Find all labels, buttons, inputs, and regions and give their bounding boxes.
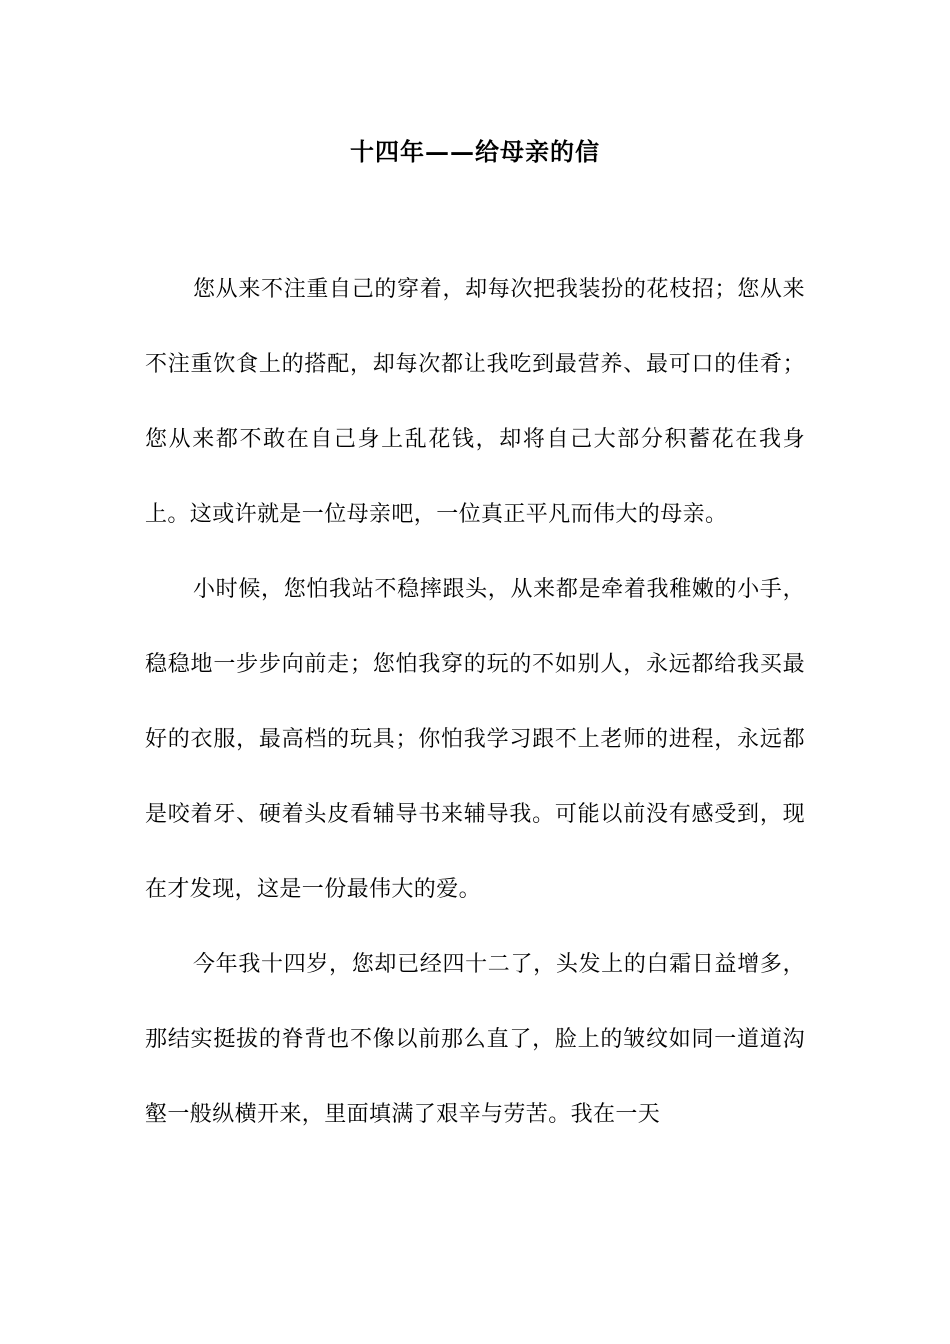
document-title: 十四年——给母亲的信 (350, 137, 600, 166)
document-body (145, 252, 805, 1152)
paragraph-2: 小时候，您怕我站不稳摔跟头，从来都是牵着我稚嫩的小手，稳稳地一步步向前走；您怕我穿的玩的不如别人，永远都给我买最好的衣服，最高档的玩具；你怕我学习跟不上老师的进程，永远都是咬着牙、硬着头皮看辅导书来辅导我。可能以前没有感受到，现在才发现，这是一份最伟大的爱。 (145, 577, 805, 902)
paragraph-3: 今年我十四岁，您却已经四十二了，头发上的白霜日益增多，那结实挺拔的脊背也不像以前那么直了，脸上的皱纹如同一道道沟壑一般纵横开来，里面填满了艰辛与劳苦。我在一天 (145, 952, 805, 1127)
paragraph-1: 您从来不注重自己的穿着，却每次把我装扮的花枝招；您从来不注重饮食上的搭配，却每次都让我吃到最营养、最可口的佳肴；您从来都不敢在自己身上乱花钱，却将自己大部分积蓄花在我身上。这或许就是一位母亲吧，一位真正平凡而伟大的母亲。 (145, 277, 805, 527)
